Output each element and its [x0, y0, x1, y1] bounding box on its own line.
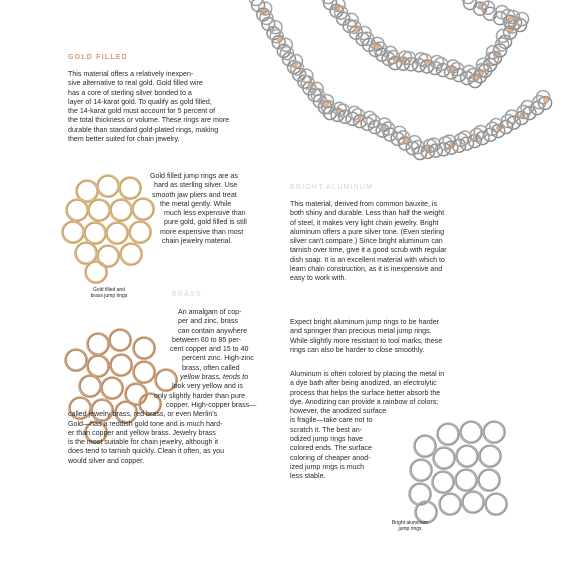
- text-line: easy to work with.: [290, 274, 347, 283]
- text-line: the 14-karat gold must account for 5 percent of: [68, 107, 216, 116]
- text-line: look very yellow and is: [172, 382, 243, 391]
- text-line: An amalgam of cop-: [178, 308, 242, 316]
- caption-line: Bright aluminum: [391, 520, 429, 526]
- text-line: percent zinc. High-zinc: [182, 354, 254, 363]
- text-line: odized jump rings have: [290, 435, 363, 444]
- text-line: has a core of sterling silver bonded to a: [68, 88, 192, 97]
- text-line: copper. High-copper brass—: [166, 400, 257, 409]
- text-line: Aluminum is often colored by placing the metal in: [290, 370, 445, 378]
- text-line: colored ends. The surface: [290, 444, 372, 453]
- text-line: is the most suitable for chain jewelry, although it: [68, 438, 219, 447]
- text-line: pure gold, gold filled is still: [164, 218, 247, 227]
- text-line: a dye bath after being anodized, an electrolytic: [290, 379, 437, 388]
- ring-highlight: [478, 469, 499, 490]
- text-line: much less expensive than: [164, 209, 246, 218]
- text-line: called jewelry brass, red brass, or even Merlin's: [68, 410, 218, 419]
- text-line: more expensive than most: [160, 227, 244, 236]
- ring-highlight: [432, 471, 453, 492]
- text-line: the total thickness or volume. These rings are more: [68, 116, 230, 125]
- ring-highlight: [483, 421, 504, 442]
- text-line: and springier than precious metal jump rings.: [290, 327, 432, 336]
- ring-highlight: [414, 435, 435, 456]
- text-line: only slightly harder than pure: [154, 391, 246, 400]
- text-line: them better suited for chain jewelry.: [68, 135, 180, 144]
- text-line: Gold—has a reddish gold tone and is much hard-: [68, 419, 223, 428]
- text-line: is fragile—take care not to: [290, 416, 373, 425]
- ring-highlight: [439, 493, 460, 514]
- text-line: aluminum offers a pure silver tone. (Even sterling: [290, 227, 445, 236]
- text-line: dish soap. It is an excellent material with which to: [290, 255, 445, 264]
- text-line: less stable.: [290, 472, 326, 481]
- ring-highlight: [485, 493, 506, 514]
- text-line: silver can't compare.) Since bright aluminum can: [290, 237, 443, 246]
- text-line: can contain anywhere: [178, 326, 248, 335]
- text-line: process that helps the surface better absorb the: [290, 388, 441, 397]
- text-line: the metal gently. While: [160, 199, 232, 208]
- text-line: of steel, it makes very light chain jewelry. Bright: [290, 218, 439, 227]
- text-line: durable than standard gold-plated rings, making: [68, 125, 219, 134]
- text-line: does tend to tarnish quickly. Clean it often, as you: [68, 447, 225, 456]
- text-line: Gold filled jump rings are as: [150, 172, 238, 180]
- text-line: chain jewelry material.: [162, 237, 233, 246]
- ring-highlight: [456, 445, 477, 466]
- text-line: dye. Anodizing can provide a rainbow of colors;: [290, 397, 439, 406]
- text-line: scratch it. The best an-: [290, 425, 363, 434]
- text-line: would silver and copper.: [68, 456, 145, 465]
- ring-highlight: [462, 491, 483, 512]
- text-line: This material, derived from common bauxite, is: [290, 200, 438, 208]
- text-line: between 60 to 85 per-: [172, 335, 242, 344]
- bright-aluminum-heading: BRIGHT ALUMINUM: [290, 184, 374, 191]
- text-line: however, the anodized surface: [290, 407, 387, 416]
- text-line: rings can also be harder to close smoothly.: [290, 345, 425, 354]
- text-line: hard as sterling silver. Use: [154, 181, 238, 190]
- gold-filled-heading: GOLD FILLED: [68, 54, 128, 61]
- text-line: ized jump rings is much: [290, 462, 365, 471]
- caption-line: jump rings: [398, 526, 422, 532]
- text-line: brass, often called: [182, 363, 240, 372]
- text-line: both shiny and durable. Less than half the weight: [290, 209, 445, 218]
- brass-heading: BRASS: [172, 291, 202, 298]
- text-line: coloring of cheaper anod-: [290, 453, 371, 462]
- text-line: tarnish over time, give it a good scrub with regular: [290, 246, 447, 255]
- text-line: sive alternative to real gold. Gold filled wire: [68, 79, 203, 88]
- text-line: This material offers a relatively inexpen-: [68, 70, 194, 78]
- ring-highlight: [479, 445, 500, 466]
- ring-highlight: [433, 447, 454, 468]
- caption-line: Gold filled and: [93, 287, 125, 293]
- text-line: While slightly more resistant to tool marks, these: [290, 336, 443, 345]
- text-line: layer of 14-karat gold. To qualify as gold filled,: [68, 97, 212, 106]
- text-line: Expect bright aluminum jump rings to be harder: [290, 318, 440, 326]
- text-line: yellow brass, tends to: [180, 373, 249, 382]
- text-line: cent copper and 15 to 40: [170, 345, 249, 354]
- text-line: learn chain construction, as it is inexpensive and: [290, 265, 443, 274]
- ring-highlight: [460, 421, 481, 442]
- text-line: smooth jaw pliers and treat: [152, 190, 237, 199]
- ring-highlight: [455, 469, 476, 490]
- bright-aluminum-caption: [380, 520, 440, 532]
- ring-highlight: [410, 459, 431, 480]
- text-line: er than copper and yellow brass. Jewelry brass: [68, 428, 216, 437]
- caption-line: brass jump rings: [90, 293, 128, 299]
- text-line: per and zinc, brass: [178, 317, 238, 326]
- ring-highlight: [437, 423, 458, 444]
